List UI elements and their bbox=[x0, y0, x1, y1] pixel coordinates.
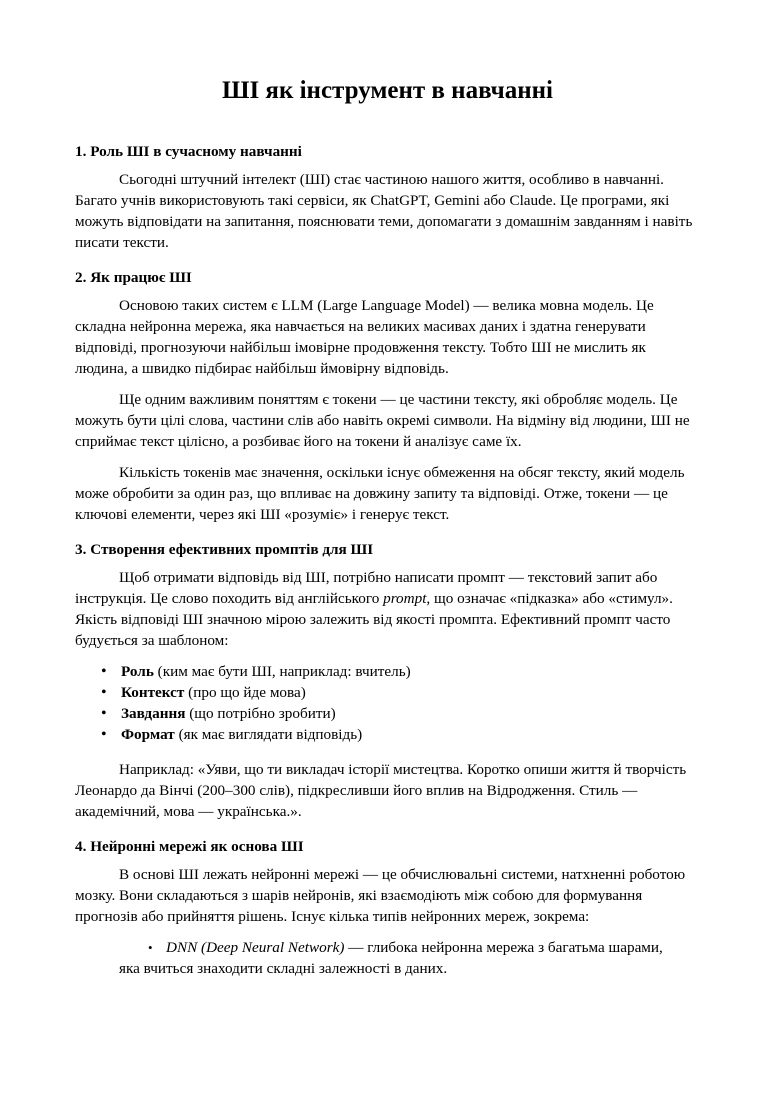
section-heading: 3. Створення ефективних промптів для ШІ bbox=[75, 541, 374, 558]
list-item-desc: (що потрібно зробити) bbox=[185, 705, 336, 722]
network-types-list bbox=[75, 937, 700, 979]
section-prompts bbox=[75, 539, 700, 822]
list-item-desc: (як має виглядати відповідь) bbox=[174, 726, 363, 743]
section-heading: 1. Роль ШІ в сучасному навчанні bbox=[75, 143, 302, 160]
paragraph: Сьогодні штучний інтелект (ШІ) стає частиною нашого життя, особливо в навчанні. Багато учнів використовують такі сервіси, як ChatGPT, Gemini або Claude. Це програми, які можуть відповідати на запитання, пояснювати теми, допомагати з домашнім завданням і навіть писати тексти. bbox=[75, 171, 693, 251]
list-item-desc: (ким має бути ШІ, наприклад: вчитель) bbox=[153, 663, 411, 680]
term-prompt: prompt bbox=[383, 590, 427, 607]
list-item-desc: — глибока нейронна мережа з багатьма шарами, bbox=[344, 939, 663, 956]
list-item-term: Роль bbox=[121, 663, 154, 680]
section-how-ai-works bbox=[75, 267, 700, 525]
list-item-desc: (про що йде мова) bbox=[184, 684, 306, 701]
list-item bbox=[75, 724, 700, 745]
list-item-term: Формат bbox=[121, 726, 175, 743]
section-heading: 4. Нейронні мережі як основа ШІ bbox=[75, 838, 304, 855]
document-title: ШІ як інструмент в навчанні bbox=[221, 77, 553, 104]
paragraph-text: Щоб отримати відповідь від ШІ, потрібно написати промпт — текстовий запит або інструкція. Це слово походить від англійського bbox=[75, 569, 658, 607]
paragraph-text: , що означає «підказка» або «стимул». Якість відповіді ШІ значною мірою залежить від якості промпта. Ефективний промпт часто будується за шаблоном: bbox=[75, 590, 673, 649]
list-item bbox=[75, 682, 700, 703]
document-body bbox=[75, 141, 700, 993]
paragraph: Кількість токенів має значення, оскільки існує обмеження на обсяг тексту, який модель може обробити за один раз, що впливає на довжину запиту та відповіді. Отже, токени — це ключові елементи, через які ШІ «розуміє» і генерує текст. bbox=[75, 464, 685, 523]
list-item-term: Завдання bbox=[121, 705, 186, 722]
paragraph: В основі ШІ лежать нейронні мережі — це обчислювальні системи, натхненні роботою мозку. Вони складаються з шарів нейронів, які взаємодіють між собою для формування прогнозів або прийняття рішень. Існує кілька типів нейронних мереж, зокрема: bbox=[75, 866, 686, 925]
paragraph: Основою таких систем є LLM (Large Language Model) — велика мовна модель. Це складна нейронна мережа, яка навчається на великих масивах даних і здатна генерувати відповіді, прогнозуючи найбільш імовірне продовження тексту. Тобто ШІ не мислить як людина, а швидко підбирає найбільш ймовірну відповідь. bbox=[75, 297, 654, 377]
list-item-desc-continued: яка вчиться знаходити складні залежності в даних. bbox=[119, 960, 448, 977]
paragraph: Ще одним важливим поняттям є токени — це частини тексту, які обробляє модель. Це можуть бути цілі слова, частини слів або навіть окремі символи. На відміну від людини, ШІ не сприймає текст цілісно, а розбиває його на токени й аналізує саме їх. bbox=[75, 391, 690, 450]
section-role bbox=[75, 141, 700, 253]
list-item bbox=[75, 661, 700, 682]
section-neural-networks bbox=[75, 836, 700, 979]
list-item-term: Контекст bbox=[121, 684, 185, 701]
section-heading: 2. Як працює ШІ bbox=[75, 269, 192, 286]
list-item-term: DNN (Deep Neural Network) bbox=[166, 939, 345, 956]
paragraph: Наприклад: «Уяви, що ти викладач історії мистецтва. Коротко опиши життя й творчість Леонардо да Вінчі (200–300 слів), підкресливши його вплив на Відродження. Стиль — академічний, мова — українська.». bbox=[75, 761, 687, 820]
prompt-template-list bbox=[75, 661, 700, 745]
list-item bbox=[75, 703, 700, 724]
list-item bbox=[75, 937, 700, 979]
paragraph bbox=[75, 567, 700, 651]
